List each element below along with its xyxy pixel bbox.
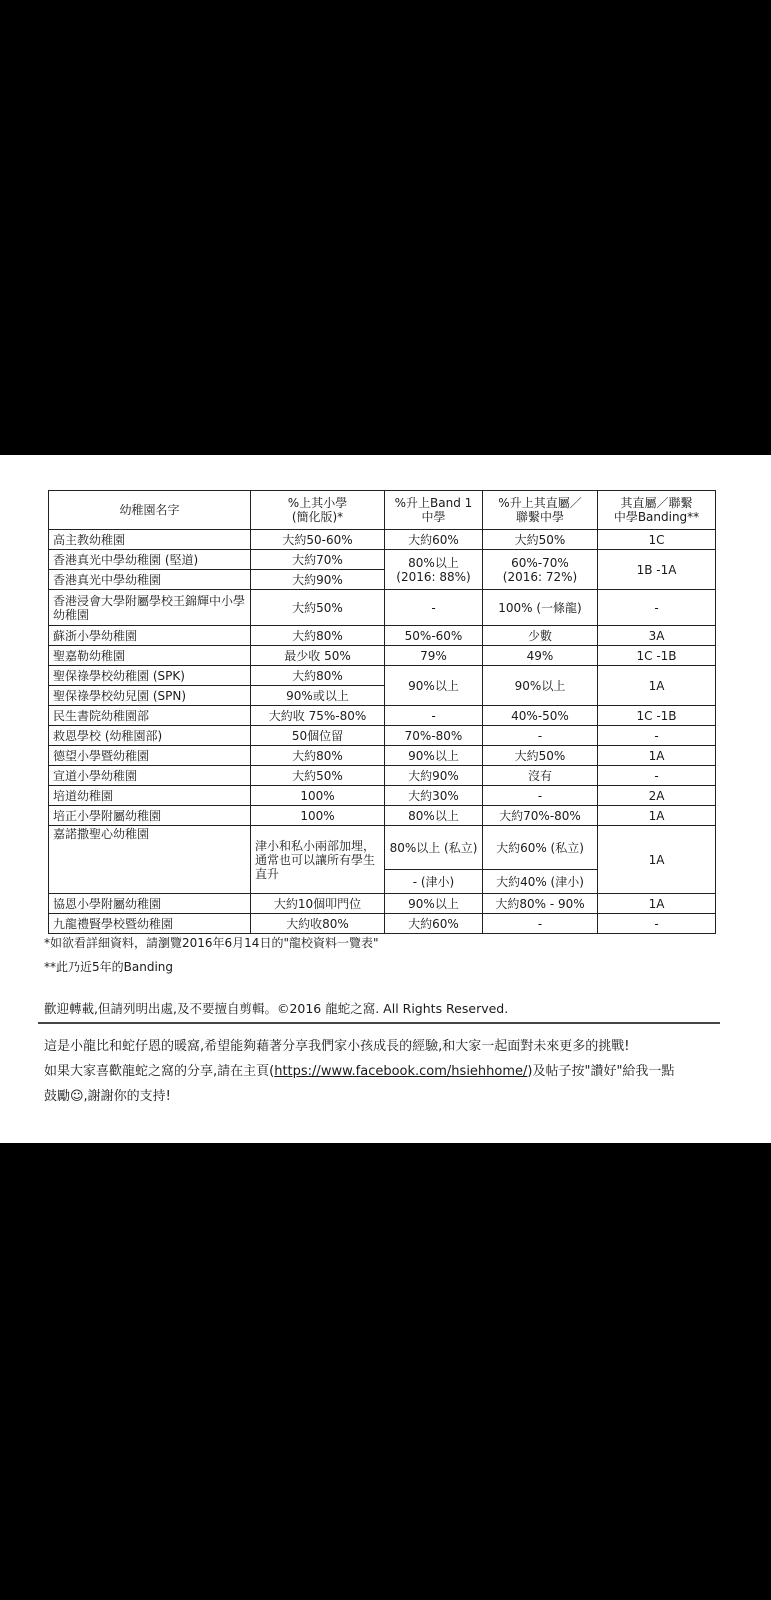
cell: 80%以上 [385,806,483,826]
cell: 香港浸會大學附屬學校王錦輝中小學幼稚園 [49,590,251,626]
cell: 90%以上 [385,746,483,766]
header-name: 幼稚園名字 [49,491,251,530]
table-row [49,726,716,746]
cell: - [483,914,598,934]
cell: 2A [598,786,716,806]
facebook-link[interactable]: https://www.facebook.com/hsiehhome/ [274,1064,528,1079]
cell: - [598,726,716,746]
table-header-row [49,491,716,530]
cell: 60%-70% (2016: 72%) [483,550,598,590]
cell: 救恩學校 (幼稚園部) [49,726,251,746]
cell: 協恩小學附屬幼稚園 [49,894,251,914]
cell: 津小和私小兩部加埋，通常也可以讓所有學生直升 [251,826,385,894]
copyright-line: 歡迎轉載,但請列明出處,及不要擅自剪輯。©2016 龍蛇之窩. All Rights Reserved. [44,1001,509,1016]
cell: 少數 [483,626,598,646]
cell: - [598,914,716,934]
cell: 最少收 50% [251,646,385,666]
cell: 大約30% [385,786,483,806]
cell: 100% [251,806,385,826]
cell: 50個位留 [251,726,385,746]
cell: - [598,766,716,786]
cell: 90%以上 [385,894,483,914]
cell: 80%以上 (私立) [385,826,483,870]
table-row [49,806,716,826]
cell: 3A [598,626,716,646]
cell: 高主教幼稚園 [49,530,251,550]
cell: 大約50% [251,766,385,786]
cell: 大約收 75%-80% [251,706,385,726]
cell: - (津小) [385,870,483,894]
cell: 大約50% [483,746,598,766]
cell: 1A [598,746,716,766]
table-row [49,786,716,806]
cell: 大約60% [385,530,483,550]
cell: 大約收80% [251,914,385,934]
header-primary: %上其小學 (簡化版)* [251,491,385,530]
cell: 宣道小學幼稚園 [49,766,251,786]
cell: 70%-80% [385,726,483,746]
cell: - [385,706,483,726]
cell: 民生書院幼稚園部 [49,706,251,726]
cell: 聖嘉勒幼稚園 [49,646,251,666]
cell: - [385,590,483,626]
cell: 大約80% - 90% [483,894,598,914]
cell: 大約70% [251,550,385,570]
table-row [49,590,716,626]
cell: 大約40% (津小) [483,870,598,894]
cell: 大約80% [251,746,385,766]
top-black-area [0,0,771,455]
paragraph-line: 這是小龍比和蛇仔恩的暖窩,希望能夠藉著分享我們家小孩成長的經驗,和大家一起面對未來更多的挑戰! [44,1039,630,1054]
header-band1: %升上Band 1 中學 [385,491,483,530]
intro-paragraph [44,1034,724,1109]
divider [38,1022,720,1024]
cell: 1A [598,826,716,894]
cell: - [598,590,716,626]
table-row [49,706,716,726]
table-row [49,914,716,934]
bottom-black-area [0,1143,771,1600]
cell: 聖保祿學校幼稚園 (SPK) [49,666,251,686]
cell: 1A [598,806,716,826]
paragraph-text: )及帖子按"讚好"給我一點 [527,1064,675,1079]
cell: 80%以上 (2016: 88%) [385,550,483,590]
cell: 79% [385,646,483,666]
table-row [49,530,716,550]
cell: 1A [598,894,716,914]
document-image [0,455,771,1143]
cell: 培道幼稚園 [49,786,251,806]
footnote-details: *如欲看詳細資料，請瀏覽2016年6月14日的"龍校資料一覽表" [44,936,379,950]
cell: 100% (一條龍) [483,590,598,626]
table-row [49,646,716,666]
cell: 大約50% [483,530,598,550]
cell: 大約70%-80% [483,806,598,826]
paragraph-line: 鼓勵☺,謝謝你的支持! [44,1089,171,1104]
cell: - [483,786,598,806]
cell: 90%以上 [385,666,483,706]
table-row [49,626,716,646]
cell: 90%或以上 [251,686,385,706]
cell: 嘉諾撒聖心幼稚園 [49,826,251,894]
table-row [49,550,716,570]
cell: 大約50-60% [251,530,385,550]
cell: 50%-60% [385,626,483,646]
kindergarten-table [48,490,716,934]
cell: 聖保祿學校幼兒園 (SPN) [49,686,251,706]
cell: 大約90% [251,570,385,590]
cell: 大約80% [251,666,385,686]
cell: 1C -1B [598,706,716,726]
cell: 1C -1B [598,646,716,666]
table-row [49,894,716,914]
cell: 香港真光中學幼稚園 [49,570,251,590]
paragraph-line [44,1059,724,1084]
cell: 1B -1A [598,550,716,590]
header-banding: 其直屬／聯繫 中學Banding** [598,491,716,530]
cell: 1A [598,666,716,706]
cell: 大約60% [385,914,483,934]
cell: 沒有 [483,766,598,786]
paragraph-text: 如果大家喜歡龍蛇之窩的分享,請在主頁( [44,1064,275,1079]
cell: 40%-50% [483,706,598,726]
cell: 培正小學附屬幼稚園 [49,806,251,826]
cell: 大約90% [385,766,483,786]
cell: 蘇浙小學幼稚園 [49,626,251,646]
table-row [49,746,716,766]
header-direct: %升上其直屬／ 聯繫中學 [483,491,598,530]
footnote-banding: **此乃近5年的Banding [44,960,174,974]
cell: 九龍禮賢學校暨幼稚園 [49,914,251,934]
cell: 100% [251,786,385,806]
cell: 大約50% [251,590,385,626]
cell: 1C [598,530,716,550]
table-row [49,766,716,786]
table-row [49,826,716,870]
cell: 90%以上 [483,666,598,706]
cell: 49% [483,646,598,666]
table-row [49,666,716,686]
cell: 大約60% (私立) [483,826,598,870]
cell: 香港真光中學幼稚園 (堅道) [49,550,251,570]
cell: 大約10個叩門位 [251,894,385,914]
cell: - [483,726,598,746]
cell: 德望小學暨幼稚園 [49,746,251,766]
cell: 大約80% [251,626,385,646]
